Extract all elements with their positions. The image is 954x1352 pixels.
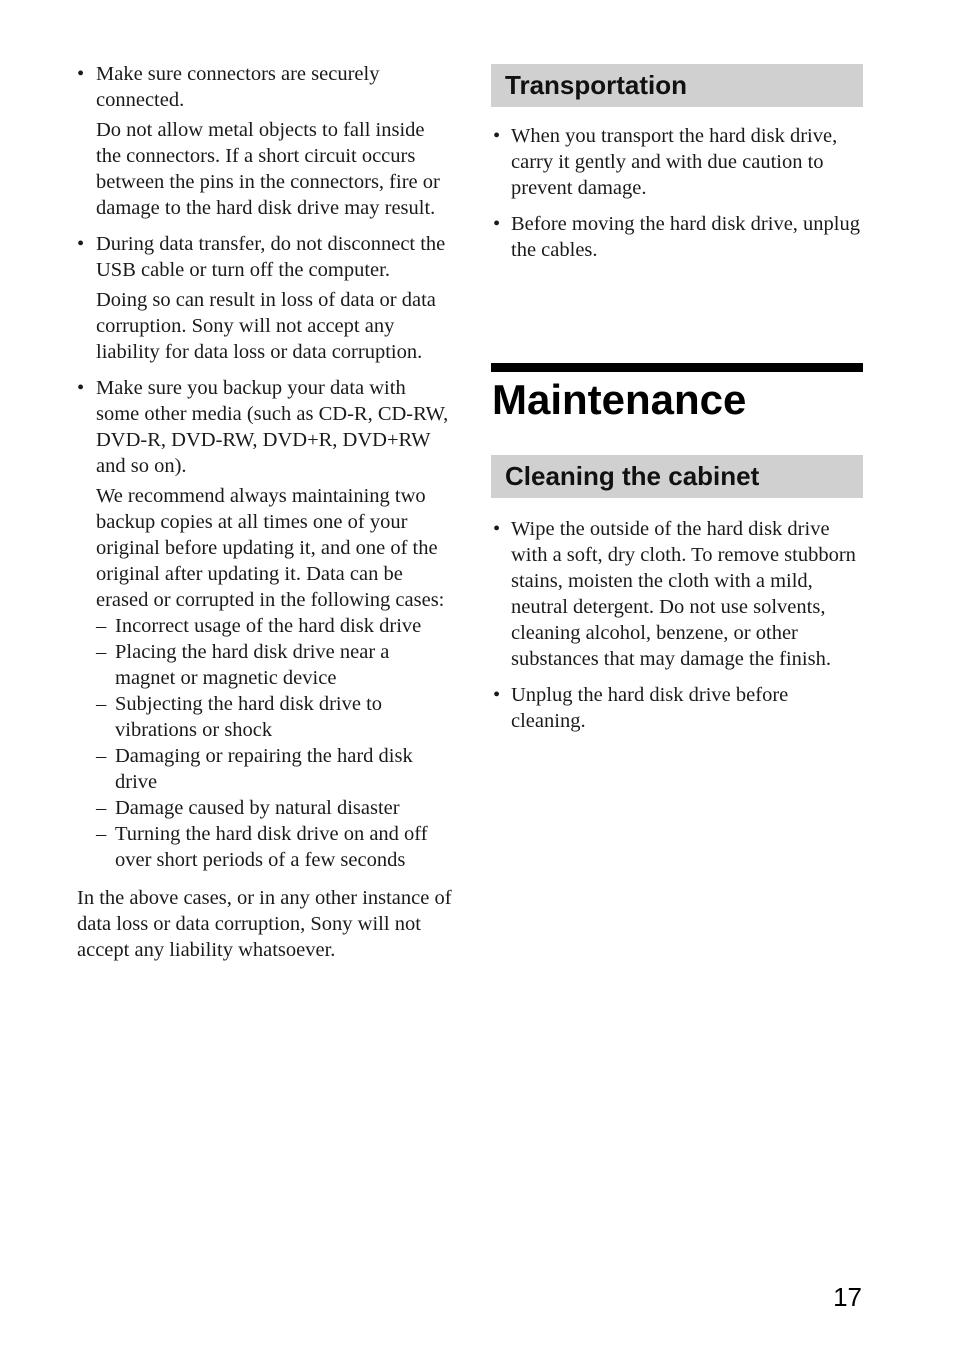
case-text: Damaging or repairing the hard disk drive (115, 745, 413, 793)
dash-marker: – (96, 615, 107, 637)
list-item (493, 211, 863, 263)
cleaning-section (491, 455, 863, 744)
bullet-marker: • (493, 213, 501, 235)
bullet-marker: • (493, 125, 501, 147)
left-column (77, 61, 452, 963)
list-item-detail: Do not allow metal objects to fall inside the connectors. If a short circuit occurs between the pins in the connectors, fire or damage to the hard disk drive may result. (96, 119, 440, 219)
cases-list (96, 613, 452, 873)
dash-marker: – (96, 823, 107, 845)
bullet-marker: • (77, 377, 85, 399)
chapter-rule (491, 363, 863, 372)
list-item-text: During data transfer, do not disconnect the USB cable or turn off the computer. (96, 233, 446, 281)
list-item-text: Make sure connectors are securely connected. (96, 63, 380, 111)
list-item-detail: We recommend always maintaining two backup copies at all times one of your original before updating it, and one of the original after updating it. Data can be erased or corrupted in the following cases: (96, 485, 445, 611)
dash-marker: – (96, 745, 107, 767)
case-text: Damage caused by natural disaster (115, 797, 400, 819)
cleaning-list (491, 516, 863, 734)
closing-paragraph: In the above cases, or in any other instance of data loss or data corruption, Sony will not accept any liability whatsoever. (77, 887, 452, 961)
list-item (77, 375, 452, 873)
transportation-section (491, 64, 863, 273)
page-number: 17 (833, 1282, 862, 1312)
dash-marker: – (96, 797, 107, 819)
transportation-list (491, 123, 863, 263)
list-item-text: Before moving the hard disk drive, unplug the cables. (511, 213, 861, 261)
list-item-text: Unplug the hard disk drive before cleaning. (511, 684, 789, 732)
bullet-marker: • (493, 518, 501, 540)
case-item (96, 795, 452, 821)
case-text: Placing the hard disk drive near a magnet or magnetic device (115, 641, 390, 689)
case-item (96, 639, 452, 691)
list-item-text: Wipe the outside of the hard disk drive with a soft, dry cloth. To remove stubborn stains, moisten the cloth with a mild, neutral detergent. Do not use solvents, cleaning alcohol, benzene, or other substances that may damage the finish. (511, 518, 856, 670)
dash-marker: – (96, 693, 107, 715)
bullet-marker: • (77, 63, 85, 85)
list-item (77, 61, 452, 221)
section-heading: Cleaning the cabinet (491, 455, 863, 498)
case-text: Turning the hard disk drive on and off over short periods of a few seconds (115, 823, 428, 871)
case-text: Subjecting the hard disk drive to vibrations or shock (115, 693, 383, 741)
list-item-detail: Doing so can result in loss of data or data corruption. Sony will not accept any liability for data loss or data corruption. (96, 289, 436, 363)
case-item (96, 613, 452, 639)
list-item (493, 123, 863, 201)
chapter-title: Maintenance (492, 376, 747, 423)
list-item (493, 516, 863, 672)
case-item (96, 821, 452, 873)
bullet-marker: • (77, 233, 85, 255)
list-item (77, 231, 452, 365)
list-item-text: When you transport the hard disk drive, carry it gently and with due caution to prevent damage. (511, 125, 838, 199)
list-item-text: Make sure you backup your data with some other media (such as CD-R, CD-RW, DVD-R, DVD-RW, DVD+R, DVD+RW and so on). (96, 377, 449, 477)
case-item (96, 691, 452, 743)
list-item (493, 682, 863, 734)
case-item (96, 743, 452, 795)
case-text: Incorrect usage of the hard disk drive (115, 615, 422, 637)
bullet-marker: • (493, 684, 501, 706)
section-heading: Transportation (491, 64, 863, 107)
dash-marker: – (96, 641, 107, 663)
